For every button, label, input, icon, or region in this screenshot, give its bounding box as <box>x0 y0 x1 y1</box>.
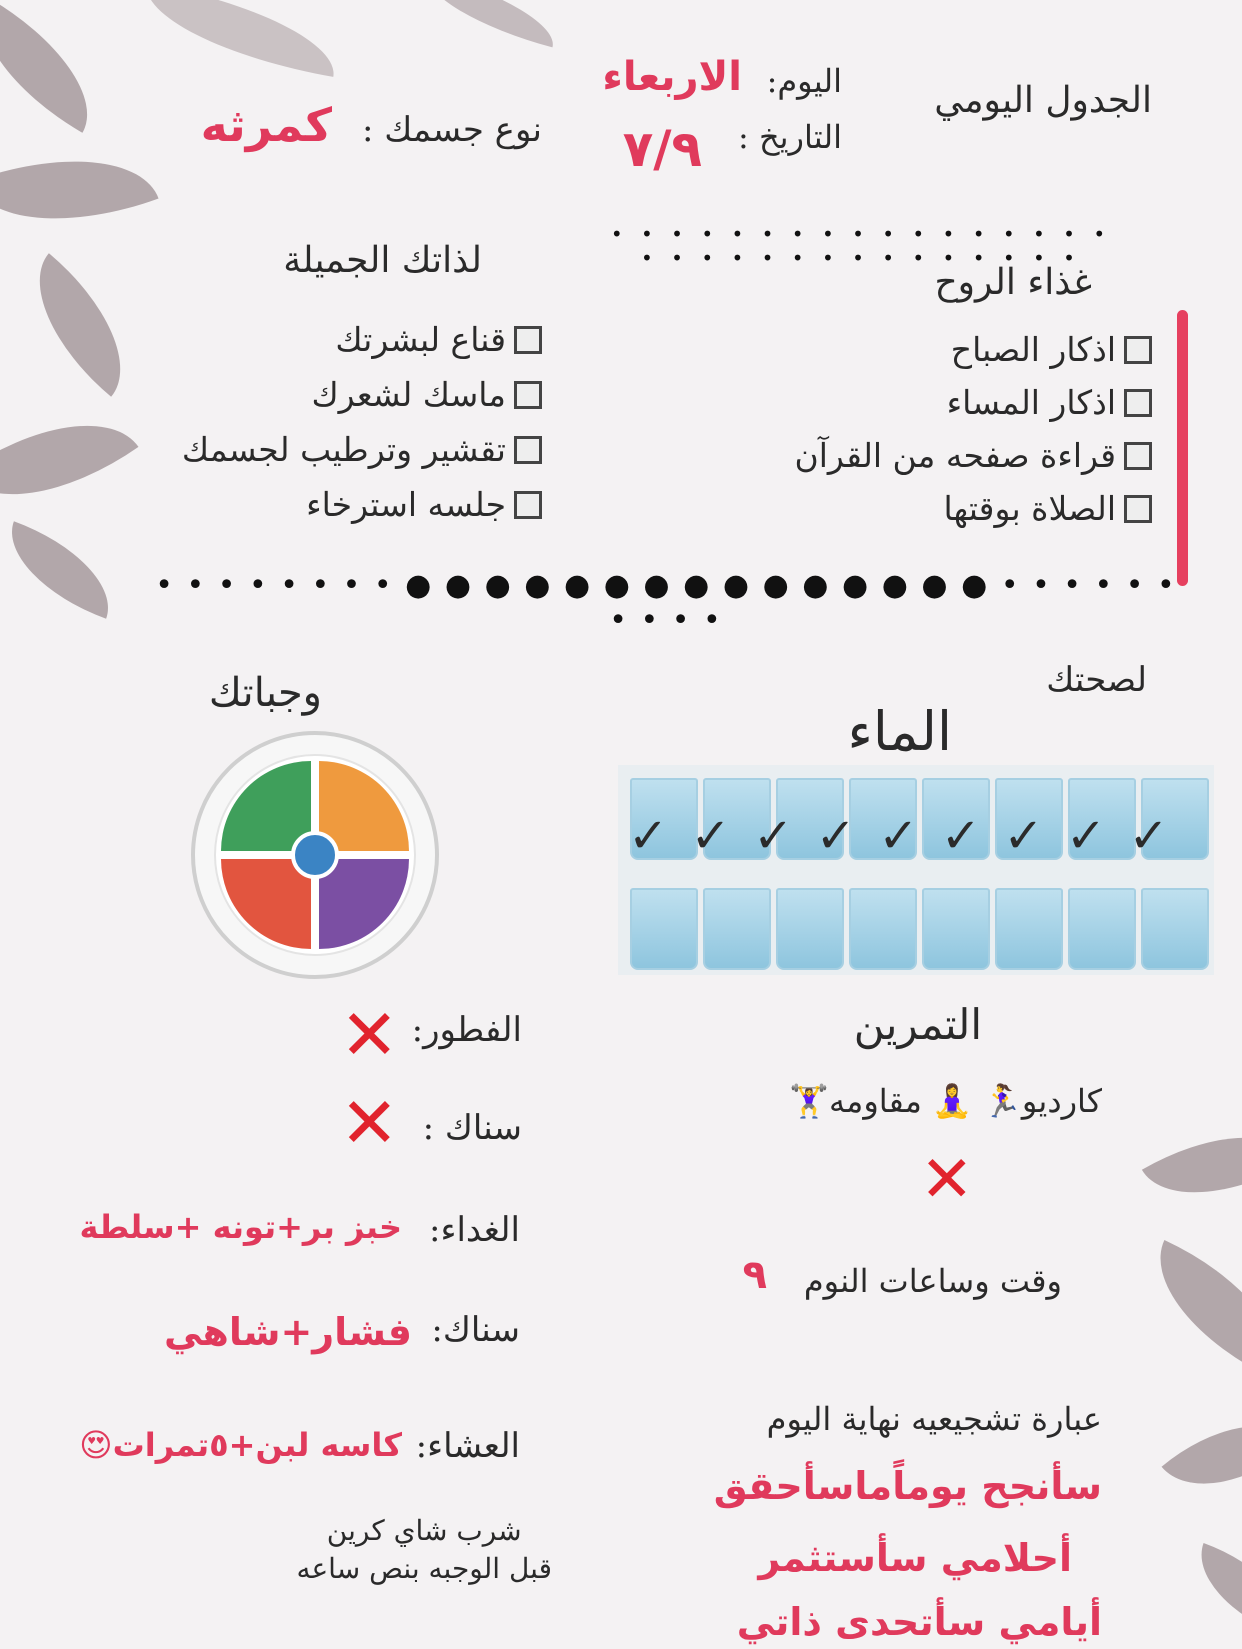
self-care-list <box>182 320 542 524</box>
soul-food-item[interactable]: اذكار الصباح <box>795 330 1152 369</box>
dinner-value: كاسه لبن+٥تمرات😍 <box>79 1426 402 1464</box>
water-check-icon: ✓ <box>753 808 794 864</box>
lunch-value: خبز بر+تونه +سلطة <box>79 1208 402 1246</box>
self-care-item[interactable]: ماسك لشعرك <box>182 375 542 414</box>
body-type-value: كمرثه <box>200 98 332 152</box>
water-title: الماء <box>847 700 952 763</box>
exercise-x-icon: ✕ <box>920 1143 974 1217</box>
sleep-value: ٩ <box>742 1252 767 1298</box>
breakfast-x-icon: ✕ <box>340 994 399 1076</box>
snack1-x-icon: ✕ <box>340 1082 399 1164</box>
motivation-line: أيامي سأتحدى ذاتي <box>736 1600 1102 1644</box>
water-glass[interactable] <box>776 888 844 970</box>
meal-note-line: قبل الوجبه بنص ساعه <box>296 1552 552 1585</box>
soul-food-title: غذاء الروح <box>934 262 1092 303</box>
body-type-label: نوع جسمك : <box>361 110 542 150</box>
exercise-title: التمرين <box>853 1000 982 1049</box>
water-check-icon: ✓ <box>1065 808 1107 864</box>
date-label: التاريخ : <box>737 118 842 156</box>
water-check-icon: ✓ <box>1128 808 1169 864</box>
checkbox[interactable] <box>1124 389 1152 417</box>
motivation-line: سأنجح يوماًماسأحقق <box>713 1464 1102 1508</box>
plate-graphic <box>170 730 460 980</box>
soul-food-list <box>795 330 1152 528</box>
water-glass[interactable] <box>703 888 771 970</box>
water-glass[interactable] <box>1141 888 1209 970</box>
day-label: اليوم: <box>766 62 842 100</box>
checkbox[interactable] <box>514 326 542 354</box>
checkbox[interactable] <box>514 381 542 409</box>
divider-middle: • • • • • • ● ● ● ● ● ● ● ● ● ● ● ● ● ● ● • • • • • • • • • • • • <box>155 568 1177 638</box>
water-check-icon: ✓ <box>815 808 856 864</box>
motivation-line: أحلامي سأستثمر <box>758 1536 1072 1580</box>
water-glass[interactable] <box>995 888 1063 970</box>
snack1-label: سناك : <box>422 1108 522 1148</box>
checkbox[interactable] <box>514 436 542 464</box>
checkbox[interactable] <box>1124 336 1152 364</box>
day-value: الاربعاء <box>602 54 742 100</box>
water-check-icon: ✓ <box>878 808 919 864</box>
checkbox[interactable] <box>1124 442 1152 470</box>
water-check-icon: ✓ <box>690 808 731 864</box>
self-care-item[interactable]: قناع لبشرتك <box>182 320 542 359</box>
self-care-item[interactable]: جلسه استرخاء <box>182 485 542 524</box>
soul-food-item[interactable]: اذكار المساء <box>795 383 1152 422</box>
self-care-title: لذاتك الجميلة <box>283 240 482 281</box>
motivation-title: عبارة تشجيعيه نهاية اليوم <box>766 1400 1102 1438</box>
water-glass[interactable] <box>1068 888 1136 970</box>
water-glass[interactable] <box>922 888 990 970</box>
snack2-value: فشار+شاهي <box>164 1310 412 1354</box>
meal-note <box>296 1512 552 1588</box>
breakfast-label: الفطور: <box>411 1010 522 1050</box>
dinner-label: العشاء: <box>415 1426 520 1466</box>
water-check-icon: ✓ <box>1003 808 1044 864</box>
soul-food-item[interactable]: قراءة صفحه من القرآن <box>795 436 1152 475</box>
exercise-options: كارديو🏃‍♀️ 🧘‍♀️ مقاومه🏋️‍♀️ <box>789 1082 1102 1120</box>
water-check-icon: ✓ <box>940 808 981 864</box>
self-care-item[interactable]: تقشير وترطيب لجسمك <box>182 430 542 469</box>
checkbox[interactable] <box>1124 495 1152 523</box>
page-title: الجدول اليومي <box>934 80 1152 121</box>
water-check-icon: ✓ <box>628 808 669 864</box>
snack2-label: سناك: <box>431 1310 520 1350</box>
highlight-bar <box>1177 310 1188 586</box>
water-glass[interactable] <box>849 888 917 970</box>
divider-top: • • • • • • • • • • • • • • • • • • • • • • • • • • • • • • • • <box>610 222 1112 270</box>
health-label: لصحتك <box>1046 660 1147 700</box>
date-value: ٧/٩ <box>622 120 702 178</box>
lunch-label: الغداء: <box>429 1210 520 1250</box>
sleep-label: وقت وساعات النوم <box>803 1262 1062 1300</box>
checkbox[interactable] <box>514 491 542 519</box>
soul-food-item[interactable]: الصلاة بوقتها <box>795 489 1152 528</box>
meal-note-line: شرب شاي كرين <box>326 1514 522 1547</box>
meals-title: وجباتك <box>208 670 322 716</box>
water-glass[interactable] <box>630 888 698 970</box>
